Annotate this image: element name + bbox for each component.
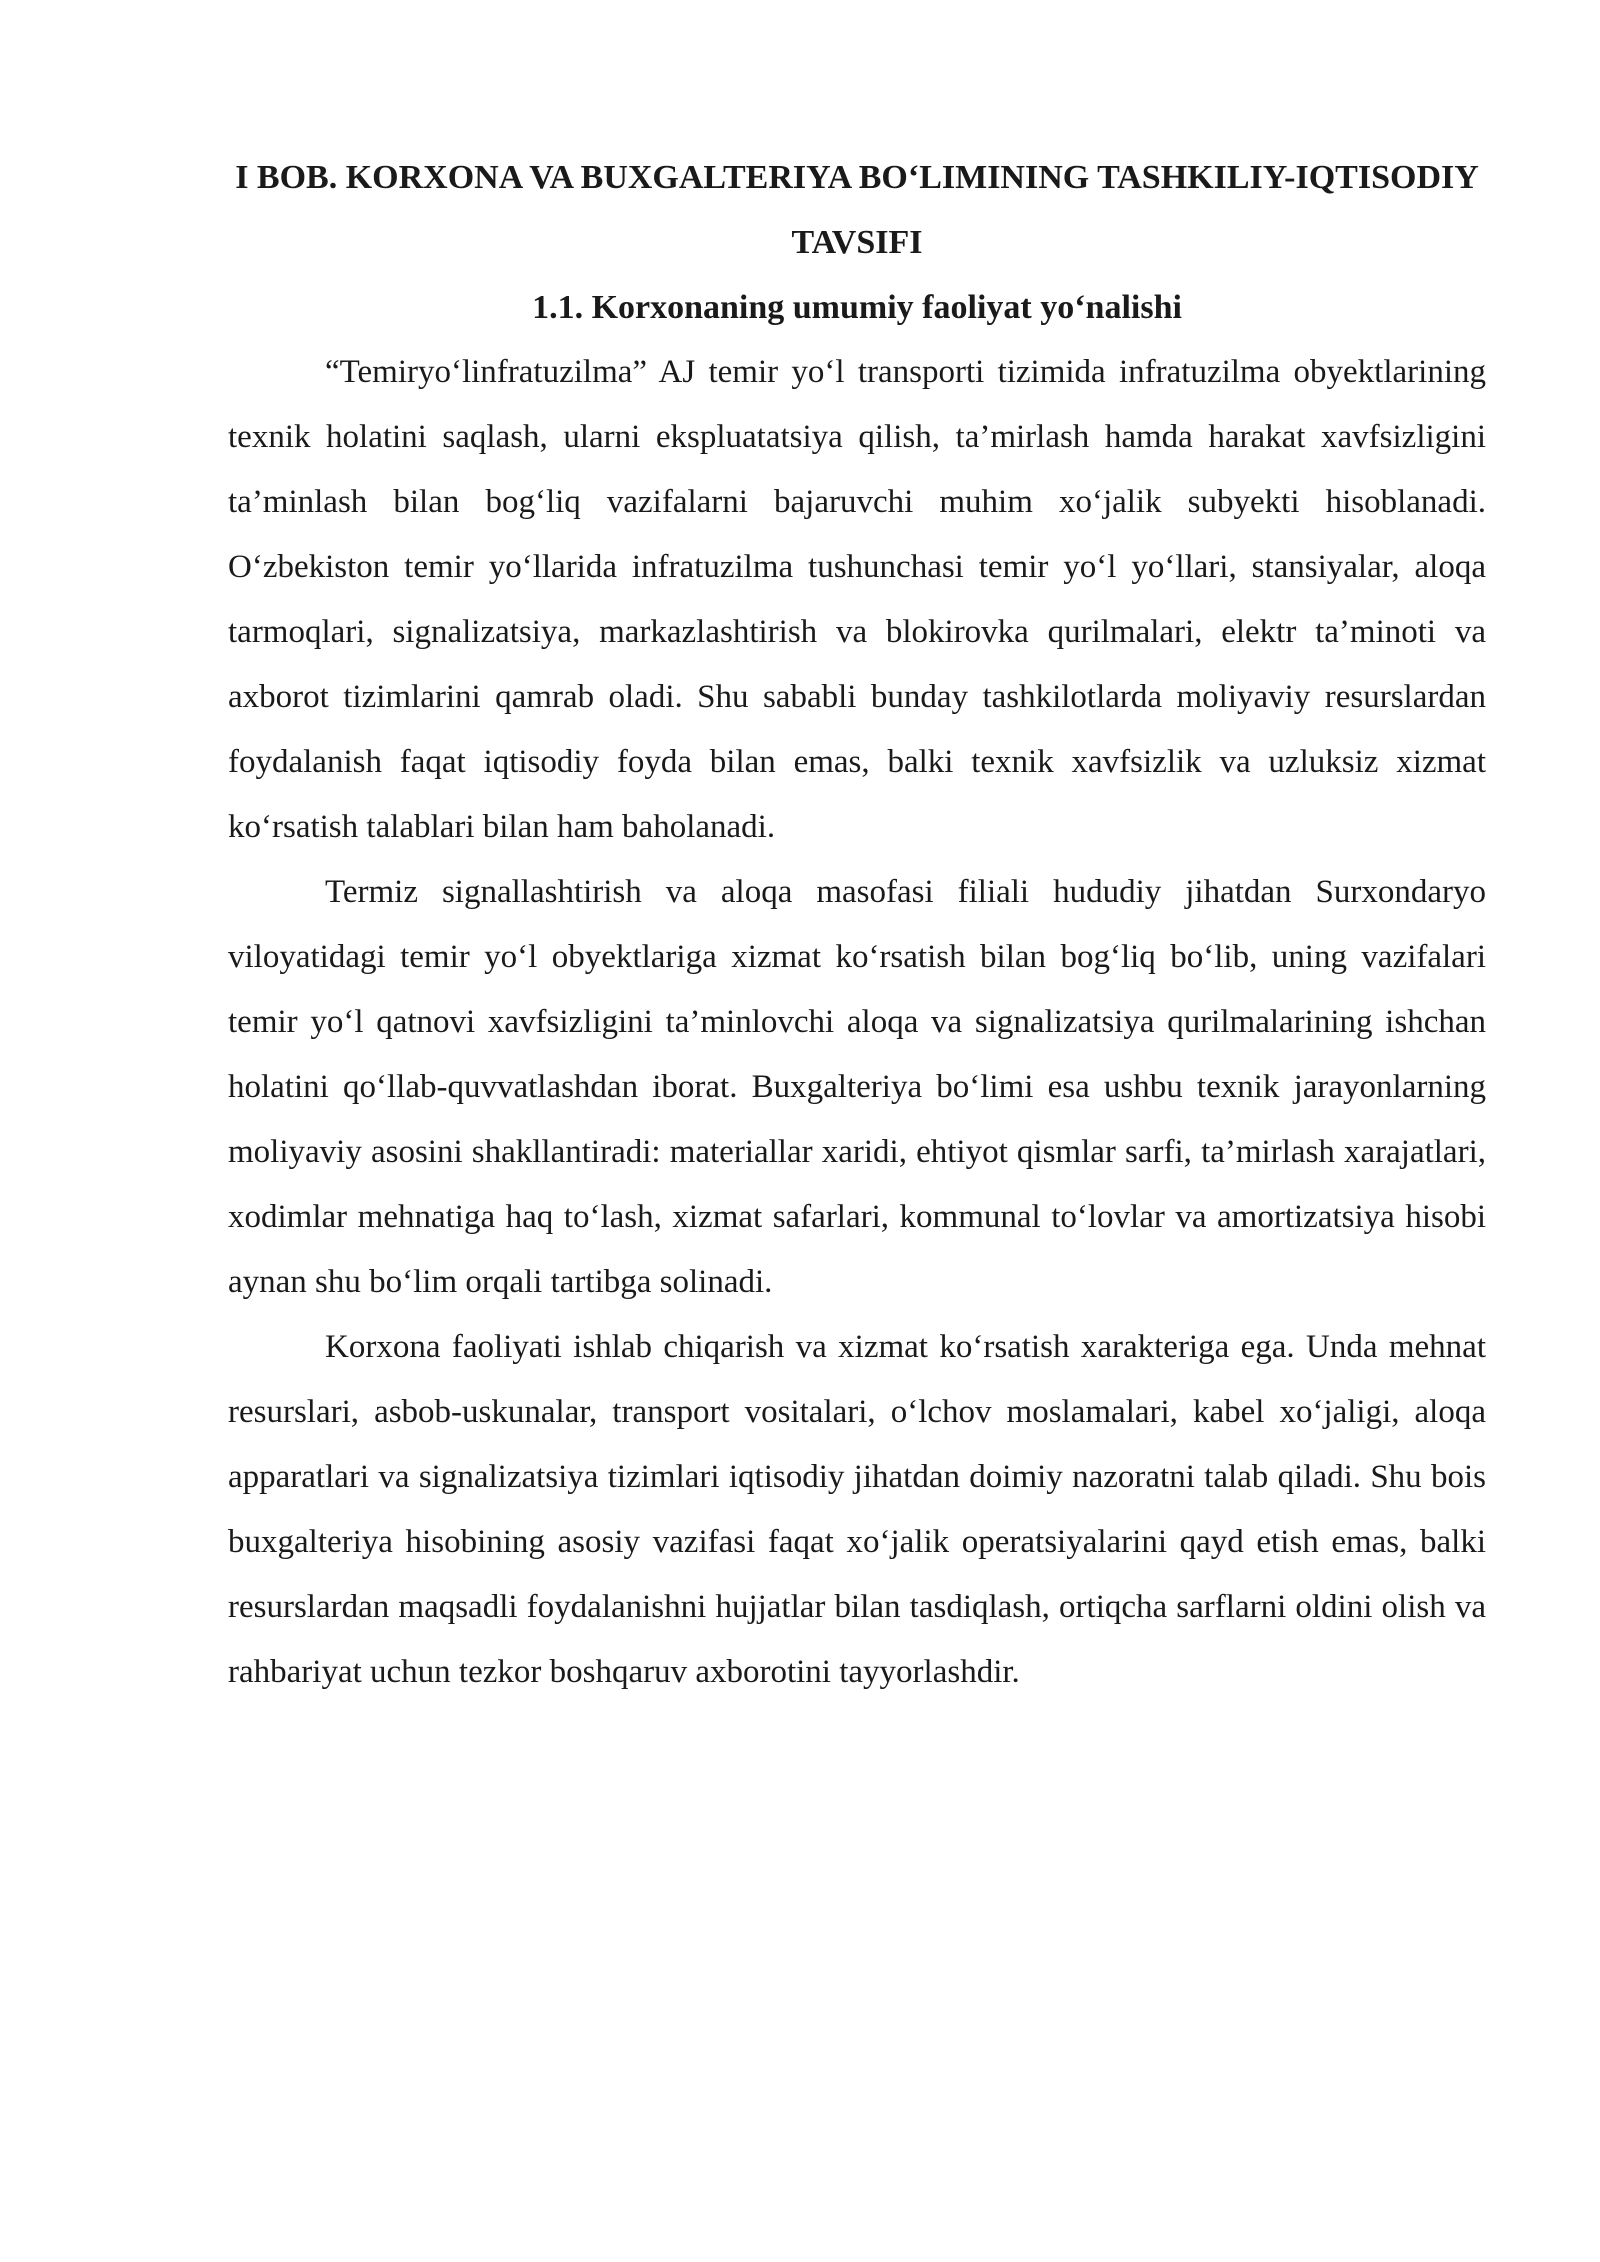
paragraph-2: Termiz signallashtirish va aloqa masofasi filiali hududiy jihatdan Surxondaryo viloyatidagi temir yo‘l obyektlariga xizmat ko‘rsatish bilan bog‘liq bo‘lib, uning vazifalari temir yo‘l qatnovi xavfsizligini ta’minlovchi aloqa va signalizatsiya qurilmalarining ishchan holatini qo‘llab-quvvatlashdan iborat. Buxgalteriya bo‘limi esa ushbu texnik jarayonlarning moliyaviy asosini shakllantiradi: materiallar xaridi, ehtiyot qismlar sarfi, ta’mirlash xarajatlari, xodimlar mehnatiga haq to‘lash, xizmat safarlari, kommunal to‘lovlar va amortizatsiya hisobi aynan shu bo‘lim orqali tartibga solinadi. (228, 874, 1486, 1300)
paragraph-1: “Temiryo‘linfratuzilma” AJ temir yo‘l transporti tizimida infratuzilma obyektlarining texnik holatini saqlash, ularni ekspluatatsiya qilish, ta’mirlash hamda harakat xavfsizligini ta’minlash bilan bog‘liq vazifalarni bajaruvchi muhim xo‘jalik subyekti hisoblanadi. O‘zbekiston temir yo‘llarida infratuzilma tushunchasi temir yo‘l yo‘llari, stansiyalar, aloqa tarmoqlari, signalizatsiya, markazlashtirish va blokirovka qurilmalari, elektr ta’minoti va axborot tizimlarini qamrab oladi. Shu sababli bunday tashkilotlarda moliyaviy resurslardan foydalanish faqat iqtisodiy foyda bilan emas, balki texnik xavfsizlik va uzluksiz xizmat ko‘rsatish talablari bilan ham baholanadi. (228, 354, 1486, 845)
paragraph-3: Korxona faoliyati ishlab chiqarish va xizmat ko‘rsatish xarakteriga ega. Unda mehnat resurslari, asbob-uskunalar, transport vositalari, o‘lchov moslamalari, kabel xo‘jaligi, aloqa apparatlari va signalizatsiya tizimlari iqtisodiy jihatdan doimiy nazoratni talab qiladi. Shu bois buxgalteriya hisobining asosiy vazifasi faqat xo‘jalik operatsiyalarini qayd etish emas, balki resurslardan maqsadli foydalanishni hujjatlar bilan tasdiqlash, ortiqcha sarflarni oldini olish va rahbariyat uchun tezkor boshqaruv axborotini tayyorlashdir. (228, 1329, 1486, 1690)
page-content (228, 145, 1486, 1705)
section-title: 1.1. Korxonaning umumiy faoliyat yo‘nalishi (532, 289, 1182, 326)
chapter-title: I BOB. KORXONA VA BUXGALTERIYA BO‘LIMINING TASHKILIY-IQTISODIY TAVSIFI (235, 159, 1479, 261)
